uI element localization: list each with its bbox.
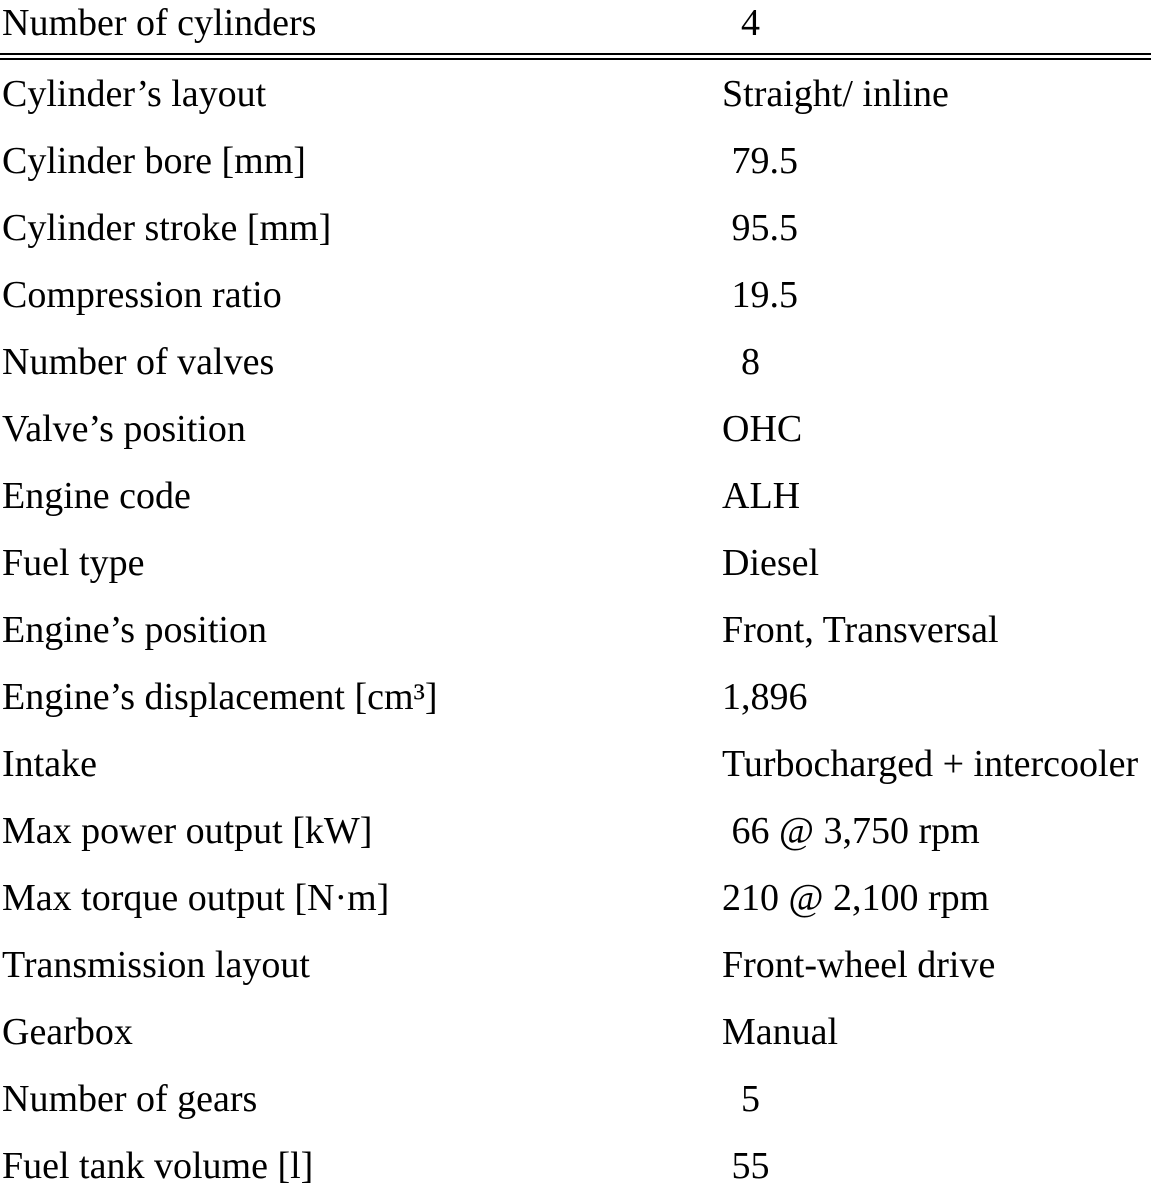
spec-value: 66 @ 3,750 rpm <box>722 809 980 852</box>
spec-label: Valve’s position <box>2 407 246 450</box>
spec-label: Number of valves <box>2 340 275 383</box>
spec-label: Cylinder stroke [mm] <box>2 206 332 249</box>
table-row <box>0 529 1151 596</box>
table-row <box>0 261 1151 328</box>
spec-rows <box>0 60 1151 1199</box>
table-row <box>0 931 1151 998</box>
spec-label: Fuel tank volume [l] <box>2 1144 314 1187</box>
spec-value: Manual <box>722 1010 839 1053</box>
table-row <box>0 998 1151 1065</box>
spec-value: ALH <box>722 474 801 517</box>
table-row <box>0 864 1151 931</box>
spec-label: Gearbox <box>2 1010 133 1053</box>
table-row <box>0 663 1151 730</box>
table-row <box>0 127 1151 194</box>
spec-label: Max power output [kW] <box>2 809 373 852</box>
table-row <box>0 395 1151 462</box>
spec-value: 4 <box>722 2 760 44</box>
table-header-row <box>0 0 1151 53</box>
spec-value: Front, Transversal <box>722 608 999 651</box>
spec-label: Fuel type <box>2 541 145 584</box>
spec-label: Intake <box>2 742 97 785</box>
spec-value: Diesel <box>722 541 820 584</box>
table-row <box>0 797 1151 864</box>
table-row <box>0 60 1151 127</box>
spec-label: Engine’s position <box>2 608 267 651</box>
table-row <box>0 194 1151 261</box>
spec-value: 5 <box>722 1077 760 1120</box>
spec-value: 210 @ 2,100 rpm <box>722 876 990 919</box>
table-header-divider <box>0 53 1151 60</box>
spec-label: Engine’s displacement [cm³] <box>2 675 438 718</box>
spec-value: 95.5 <box>722 206 798 249</box>
table-row <box>0 328 1151 395</box>
spec-value: 19.5 <box>722 273 798 316</box>
table-row <box>0 462 1151 529</box>
spec-value: 55 <box>722 1144 770 1187</box>
table-row <box>0 596 1151 663</box>
spec-label: Number of gears <box>2 1077 258 1120</box>
spec-value: Straight/ inline <box>722 72 949 115</box>
spec-value: 79.5 <box>722 139 798 182</box>
spec-value: OHC <box>722 407 803 450</box>
spec-label: Max torque output [N·m] <box>2 876 390 919</box>
spec-value: 1,896 <box>722 675 808 718</box>
spec-label: Transmission layout <box>2 943 310 986</box>
table-row <box>0 1065 1151 1132</box>
spec-label: Compression ratio <box>2 273 282 316</box>
spec-label: Number of cylinders <box>2 2 317 44</box>
table-row <box>0 730 1151 797</box>
spec-value: Turbocharged + intercooler <box>722 742 1139 785</box>
spec-label: Cylinder’s layout <box>2 72 267 115</box>
spec-value: Front-wheel drive <box>722 943 996 986</box>
spec-label: Engine code <box>2 474 191 517</box>
table-row <box>0 1132 1151 1199</box>
spec-label: Cylinder bore [mm] <box>2 139 306 182</box>
spec-value: 8 <box>722 340 760 383</box>
